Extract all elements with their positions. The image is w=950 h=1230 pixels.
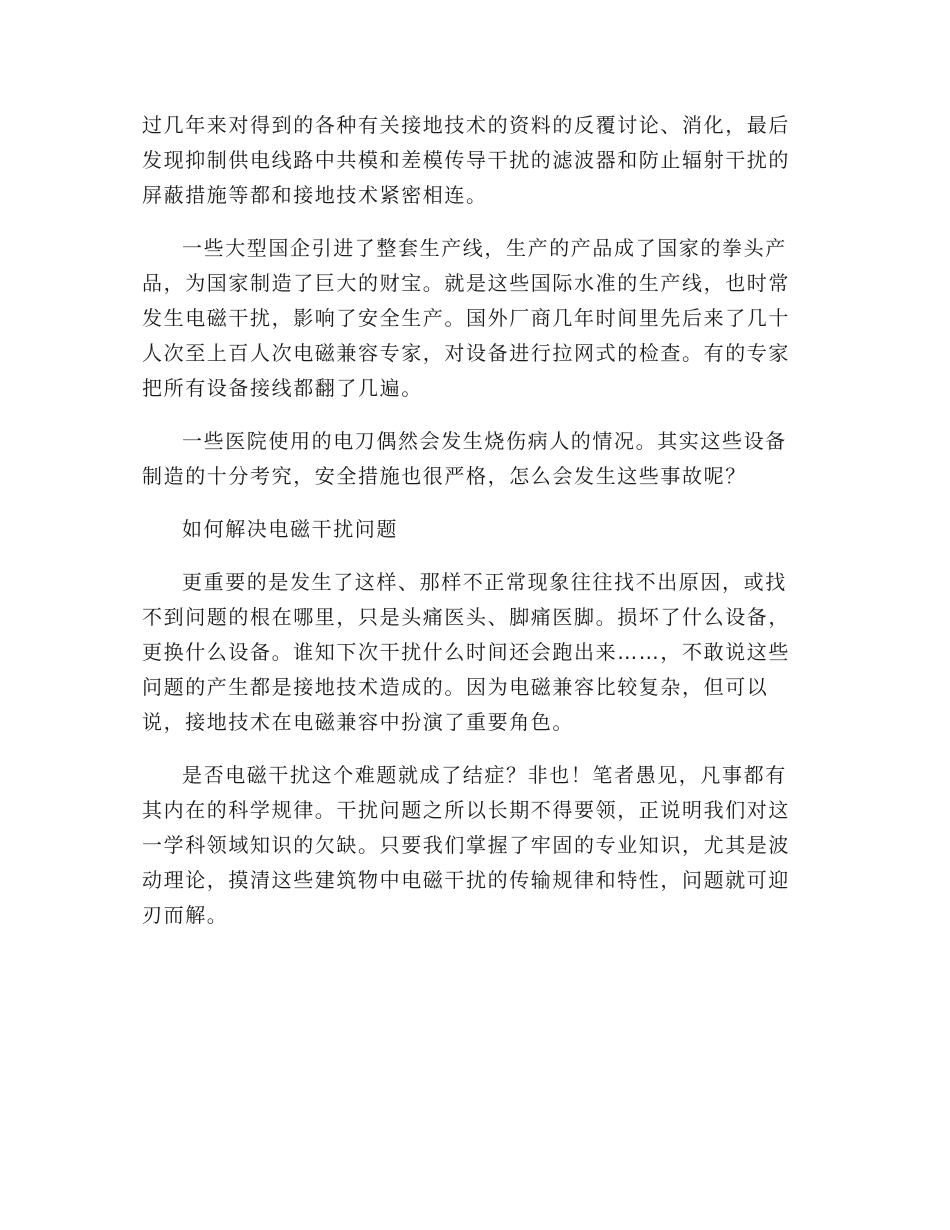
document-body	[142, 108, 797, 933]
paragraph-5: 是否电磁干扰这个难题就成了结症？非也！笔者愚见，凡事都有 其内在的科学规律。干扰问题之所以长期不得要领，正说明我们对这 一学科领域知识的欠缺。只要我们掌握了牢固的专业知识，尤其是波 动理论，摸清这些建筑物中电磁干扰的传输规律和特性，问题就可迎 刃而解。	[142, 763, 790, 927]
paragraph-1: 过几年来对得到的各种有关接地技术的资料的反覆讨论、消化，最后 发现抑制供电线路中共模和差模传导干扰的滤波器和防止辐射干扰的 屏蔽措施等都和接地技术紧密相连。	[142, 113, 790, 207]
paragraph-3: 一些医院使用的电刀偶然会发生烧伤病人的情况。其实这些设备 制造的十分考究，安全措施也很严格，怎么会发生这些事故呢？	[142, 429, 787, 488]
section-heading: 如何解决电磁干扰问题	[182, 517, 398, 541]
paragraph-2: 一些大型国企引进了整套生产线，生产的产品成了国家的拳头产 品，为国家制造了巨大的财宝。就是这些国际水准的生产线，也时常 发生电磁干扰，影响了安全生产。国外厂商几年时间里先后来了几十 人次至上百人次电磁兼容专家，对设备进行拉网式的检查。有的专家 把所有设备接线都翻了几遍。	[142, 236, 790, 400]
paragraph-4: 更重要的是发生了这样、那样不正常现象往往找不出原因，或找 不到问题的根在哪里，只是头痛医头、脚痛医脚。损坏了什么设备， 更换什么设备。谁知下次干扰什么时间还会跑出来……，不敢说这些 问题的产生都是接地技术造成的。因为电磁兼容比较复杂，但可以 说，接地技术在电磁兼容中扮演了重要角色。	[142, 570, 790, 734]
